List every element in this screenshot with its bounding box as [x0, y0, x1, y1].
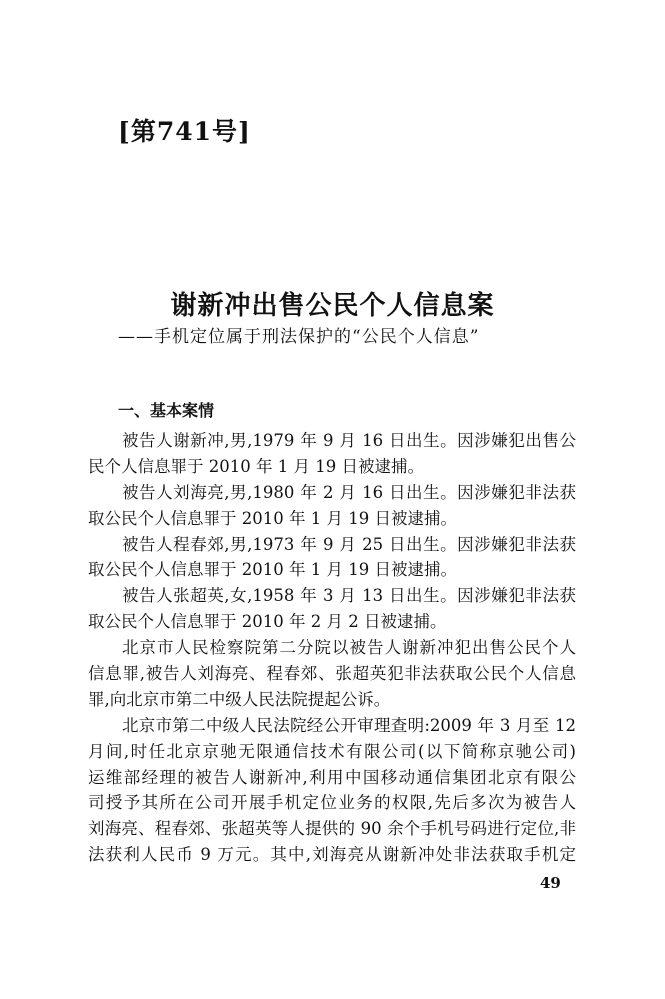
- text-line: 被告人谢新冲,男,1979 年 9 月 16 日出生。因涉嫌犯出售公: [122, 431, 576, 450]
- case-title: 谢新冲出售公民个人信息案: [170, 291, 495, 321]
- body-text: [88, 428, 576, 868]
- text-line: 司授予其所在公司开展手机定位业务的权限,先后多次为被告人: [88, 793, 576, 813]
- section-heading: 一、基本案情: [118, 401, 215, 420]
- text-line: 北京市第二中级人民法院经公开审理查明:2009 年 3 月至 12: [122, 715, 576, 735]
- case-number: [第741号]: [118, 117, 251, 146]
- text-line: 取公民个人信息罪于 2010 年 1 月 19 日被逮捕。: [88, 560, 457, 580]
- text-line: 信息罪,被告人刘海亮、程春郊、张超英犯非法获取公民个人信息: [88, 664, 576, 684]
- text-line: 被告人张超英,女,1958 年 3 月 13 日出生。因涉嫌犯非法获: [122, 586, 576, 606]
- text-line: 北京市人民检察院第二分院以被告人谢新冲犯出售公民个人: [122, 638, 576, 658]
- text-line: 法获利人民币 9 万元。其中,刘海亮从谢新冲处非法获取手机定: [88, 845, 576, 865]
- text-line: 取公民个人信息罪于 2010 年 1 月 19 日被逮捕。: [88, 508, 457, 528]
- text-line: 运维部经理的被告人谢新冲,利用中国移动通信集团北京有限公: [88, 767, 576, 787]
- text-line: 罪,向北京市第二中级人民法院提起公诉。: [88, 689, 391, 709]
- case-subtitle: ——手机定位属于刑法保护的“公民个人信息”: [118, 327, 480, 347]
- text-line: 被告人程春郊,男,1973 年 9 月 25 日出生。因涉嫌犯非法获: [122, 534, 576, 554]
- text-line: 取公民个人信息罪于 2010 年 2 月 2 日被逮捕。: [88, 612, 447, 632]
- text-line: 刘海亮、程春郊、张超英等人提供的 90 余个手机号码进行定位,非: [88, 819, 576, 839]
- text-line: 民个人信息罪于 2010 年 1 月 19 日被逮捕。: [88, 456, 424, 476]
- text-line: 被告人刘海亮,男,1980 年 2 月 16 日出生。因涉嫌犯非法获: [122, 482, 576, 502]
- text-line: 月间,时任北京京驰无限通信技术有限公司(以下简称京驰公司): [88, 741, 576, 761]
- page-number: 49: [540, 874, 561, 892]
